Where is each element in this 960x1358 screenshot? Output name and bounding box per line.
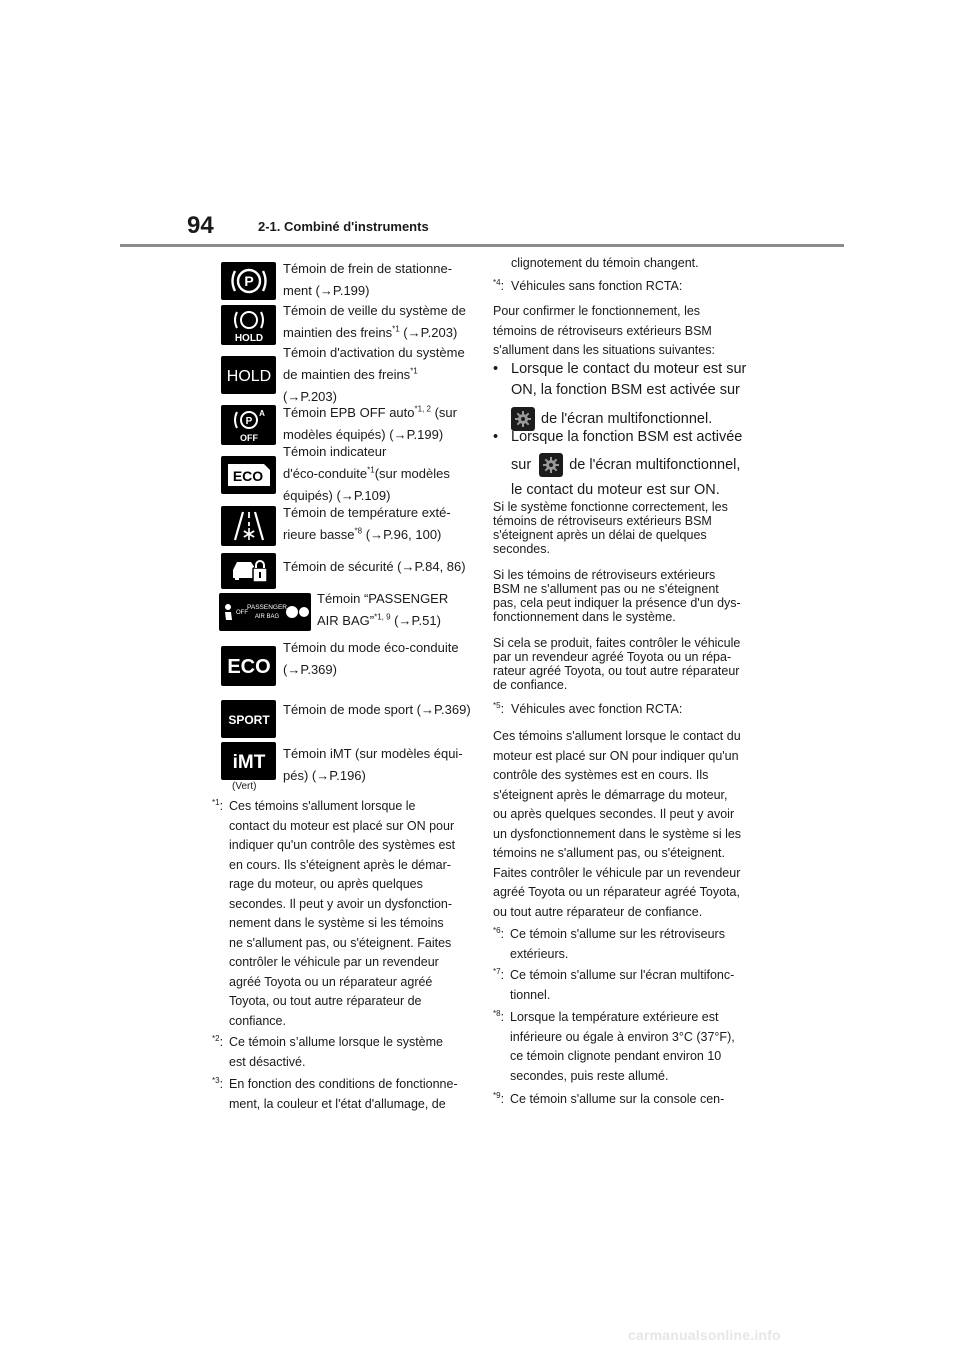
eco-mode-icon [221, 646, 276, 686]
parking-brake-icon [221, 262, 276, 300]
svg-text:PASSENGER: PASSENGER [247, 604, 287, 611]
indicator-desc-eco-driving: Témoin indicateur d'éco-conduite$^{*1}$(sur modèles équipés) (→P.109) [283, 444, 450, 503]
footnote-9: $^{*9}$: Ce témoin s'allume sur la console cen- [493, 1090, 725, 1106]
footnote-5: $^{*5}$: Véhicules avec fonction RCTA: [493, 700, 683, 716]
footnote-7: $^{*7}$: Ce témoin s'allume sur l'écran multifonc- tionnel. [493, 966, 735, 1002]
bullet-item-1: • Lorsque le contact du moteur est sur ON, la fonction BSM est activée sur de l'écran multifonctionnel. [493, 359, 763, 429]
footer-watermark: carmanualsonline.info [628, 1327, 781, 1343]
footnote-1: $^{*1}$: Ces témoins s'allument lorsque le contact du moteur est placé sur ON pour indiquer qu'un contrôle des systèmes est en cours. Ils s'éteignent après le démar- rage du moteur, ou après quelques secondes. Il peut y avoir un dysfonction- nement dans le système si les témoins ne s'allument pas, ou s'éteignent. Faites contrôler le véhicule par un revendeur agréé Toyota ou un réparateur agréé Toyota, ou tout autre réparateur de confiance. [212, 797, 456, 1028]
imt-icon [221, 742, 276, 780]
svg-text:ECO: ECO [232, 468, 263, 484]
footnote-3-continued: clignotement du témoin changent. [511, 256, 699, 270]
footnote-6: $^{*6}$: Ce témoin s'allume sur les rétroviseurs extérieurs. [493, 925, 725, 961]
bullet-item-2: • Lorsque la fonction BSM est activée sur de l'écran multifonctionnel, le contact du moteur est sur ON. [493, 429, 743, 498]
passenger-airbag-icon [219, 593, 311, 631]
svg-text:OFF: OFF [239, 433, 258, 443]
indicator-desc-low-outside-temp: Témoin de température exté- rieure basse$^{*8}$ (→P.96, 100) [283, 505, 451, 542]
svg-text:SPORT: SPORT [227, 713, 270, 727]
indicator-desc-eco-mode: Témoin du mode éco-conduite (→P.369) [283, 640, 459, 677]
paragraph-bsm-confirm: Pour confirmer le fonctionnement, les témoins de rétroviseurs extérieurs BSM s'allument dans les situations suivantes: [493, 304, 715, 357]
page-number: 94 [187, 212, 214, 239]
svg-text:P: P [243, 273, 254, 289]
indicator-desc-sport-mode: Témoin de mode sport (→P.369) [283, 702, 471, 717]
paragraph-bsm-malfunction: Si les témoins de rétroviseurs extérieurs BSM ne s'allument pas ou ne s'éteignent pas, cela peut indiquer la présence d'un dys- fonctionnement dans le système. [493, 568, 741, 624]
svg-text:P: P [245, 416, 252, 427]
low-outside-temp-icon [221, 506, 276, 546]
paragraph-rcta: Ces témoins s'allument lorsque le contact du moteur est placé sur ON pour indiquer qu'un contrôle des systèmes est en cours. Ils s'éteignent après le démarrage du moteur, ou après quelques secondes. Il peut y avoir un dysfonctionnement dans le système si les témoins ne s'allument pas, ou s'éteignent. Faites contrôler le véhicule par un revendeur agréé Toyota ou un réparateur agréé Toyota, ou tout autre réparateur de confiance. [493, 729, 742, 919]
footnote-4: $^{*4}$: Véhicules sans fonction RCTA: [493, 277, 683, 293]
eco-driving-icon [221, 456, 276, 494]
imt-color-note: (Vert) [232, 781, 257, 792]
settings-gear-icon [539, 453, 563, 477]
indicator-desc-imt: Témoin iMT (sur modèles équi- pés) (→P.196) [283, 746, 463, 783]
header-rule [120, 244, 844, 247]
brake-hold-operated-icon [221, 356, 276, 394]
brake-hold-standby-icon [221, 305, 276, 345]
svg-text:HOLD: HOLD [226, 368, 271, 385]
footnote-3: $^{*3}$: En fonction des conditions de fonctionne- ment, la couleur et l'état d'allumage, de [212, 1075, 458, 1111]
sport-mode-icon [221, 700, 276, 738]
indicator-desc-brake-hold-standby: Témoin de veille du système de maintien des freins$^{*1}$ (→P.203) [283, 303, 466, 340]
security-icon [221, 553, 276, 589]
footnote-8: $^{*8}$: Lorsque la température extérieure est inférieure ou égale à environ 3°C (37°F), ce témoin clignote pendant environ 10 secondes, puis reste allumé. [493, 1008, 735, 1083]
section-title: 2-1. Combiné d'instruments [258, 219, 429, 234]
indicator-desc-epb-off-auto: Témoin EPB OFF auto$^{*1, 2}$ (sur modèles équipés) (→P.199) [283, 404, 457, 442]
svg-text:HOLD: HOLD [234, 333, 263, 344]
paragraph-bsm-normal: Si le système fonctionne correctement, les témoins de rétroviseurs extérieurs BSM s'éteignent après un délai de quelques secondes. [493, 500, 728, 556]
svg-text:OFF: OFF [236, 610, 248, 616]
indicator-desc-security: Témoin de sécurité (→P.84, 86) [283, 559, 466, 574]
indicator-desc-brake-hold-operated: Témoin d'activation du système de maintien des freins$^{*1}$ (→P.203) [283, 345, 465, 404]
footnote-2: $^{*2}$: Ce témoin s’allume lorsque le système est désactivé. [212, 1033, 443, 1069]
svg-text:ECO: ECO [226, 656, 271, 678]
svg-text:iMT: iMT [232, 752, 265, 773]
indicator-desc-parking-brake: Témoin de frein de stationne- ment (→P.199) [283, 261, 453, 298]
svg-text:AIR BAG: AIR BAG [254, 614, 280, 620]
indicator-desc-passenger-airbag: Témoin “PASSENGER AIR BAG”$^{*1, 9}$ (→P.51) [317, 591, 449, 628]
paragraph-contact-dealer: Si cela se produit, faites contrôler le véhicule par un revendeur agréé Toyota ou un répa- rateur agréé Toyota, ou tout autre réparateur de confiance. [493, 636, 741, 692]
epb-off-auto-icon [221, 405, 276, 445]
svg-text:A: A [258, 409, 265, 418]
